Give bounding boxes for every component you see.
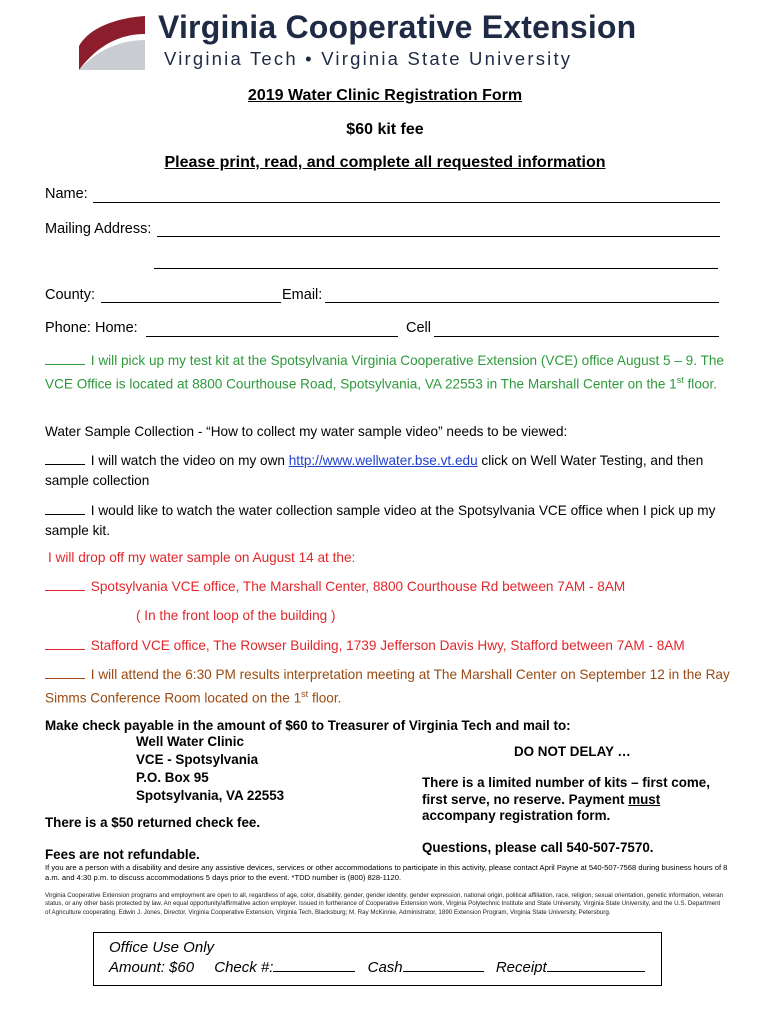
email-label: Email:	[282, 287, 323, 303]
office-check-label: Check #:	[214, 959, 274, 976]
home-phone-label: Phone: Home:	[45, 320, 138, 336]
video-office-checkbox[interactable]	[45, 502, 85, 515]
cell-phone-field[interactable]	[434, 336, 719, 337]
video-own-text: I will watch the video on my own	[90, 453, 289, 468]
vce-logo-icon	[79, 16, 145, 70]
county-label: County:	[45, 287, 95, 303]
wellwater-link[interactable]: http://www.wellwater.bse.vt.edu	[288, 453, 478, 468]
address-line: Well Water Clinic	[136, 734, 244, 749]
dropoff-stafford-text: Stafford VCE office, The Rowser Building, 1739 Jefferson Davis Hwy, Stafford between 7AM - 8AM	[90, 638, 685, 653]
form-instruction: Please print, read, and complete all requested information	[164, 154, 606, 171]
payment-heading: Make check payable in the amount of $60 to Treasurer of Virginia Tech and mail to:	[45, 718, 571, 733]
mailing-address-field-line2[interactable]	[154, 268, 718, 269]
meeting-checkbox[interactable]	[45, 666, 85, 679]
office-cash-label: Cash	[367, 959, 403, 976]
pickup-checkbox[interactable]	[45, 352, 85, 365]
name-field[interactable]	[93, 202, 720, 203]
returned-check-fee: There is a $50 returned check fee.	[45, 815, 261, 830]
do-not-delay: DO NOT DELAY …	[514, 744, 631, 759]
org-name: Virginia Cooperative Extension	[158, 9, 637, 45]
address-line: P.O. Box 95	[136, 770, 209, 785]
dropoff-spotsylvania-note: ( In the front loop of the building )	[136, 608, 336, 623]
org-subtitle: Virginia Tech • Virginia State University	[164, 48, 573, 69]
address-line: VCE - Spotsylvania	[136, 752, 259, 767]
meeting-end: floor.	[308, 690, 342, 706]
video-heading: Water Sample Collection - “How to collect my water sample video” needs to be viewed:	[45, 424, 568, 439]
office-receipt-label: Receipt	[495, 959, 547, 976]
mailing-address-field[interactable]	[157, 236, 720, 237]
email-field[interactable]	[325, 302, 719, 303]
name-label: Name:	[45, 186, 88, 202]
pickup-end: floor.	[683, 376, 717, 392]
pickup-text: I will pick up my test kit at the Spotsylvania Virginia Cooperative Extension (VCE) office August 5 – 9. The VCE Office is located at 8800 Courthouse Road, Spotsylvania, VA 22553 in The Marshall Center on the 1	[45, 353, 724, 392]
dropoff-heading: I will drop off my water sample on August 14 at the:	[48, 550, 356, 565]
limited-kits-note	[422, 775, 730, 825]
dropoff-stafford-checkbox[interactable]	[45, 637, 85, 650]
limited-kits-must: must	[628, 791, 661, 807]
mailing-address-block	[136, 733, 284, 805]
video-own-checkbox[interactable]	[45, 452, 85, 465]
questions-contact: Questions, please call 540-507-7570.	[422, 840, 654, 855]
pickup-sup: st	[676, 374, 684, 385]
office-receipt-field[interactable]	[547, 957, 645, 972]
office-amount: Amount: $60	[109, 959, 195, 976]
video-office-option	[45, 501, 730, 540]
video-office-text: I would like to watch the water collection sample video at the Spotsylvania VCE office when I pick up my sample kit.	[45, 503, 716, 538]
office-use-title: Office Use Only	[109, 939, 215, 956]
non-refundable-note: Fees are not refundable.	[45, 847, 200, 862]
address-line: Spotsylvania, VA 22553	[136, 788, 285, 803]
meeting-text: I will attend the 6:30 PM results interpretation meeting at The Marshall Center on September 12 in the Ray Simms Conference Room located on the 1	[45, 667, 730, 706]
dropoff-spotsylvania-checkbox[interactable]	[45, 578, 85, 591]
mailing-address-label: Mailing Address:	[45, 221, 152, 237]
video-own-option	[45, 451, 730, 490]
home-phone-field[interactable]	[146, 336, 398, 337]
county-field[interactable]	[101, 302, 281, 303]
meeting-option	[45, 665, 730, 708]
dropoff-spotsylvania-text: Spotsylvania VCE office, The Marshall Center, 8800 Courthouse Rd between 7AM - 8AM	[90, 579, 626, 594]
dropoff-stafford-option	[45, 636, 730, 656]
kit-fee: $60 kit fee	[346, 121, 424, 138]
dropoff-spotsylvania-option	[45, 577, 730, 597]
limited-kits-text: There is a limited number of kits – first come, first serve, no reserve. Payment	[422, 775, 710, 807]
office-use-row	[109, 957, 645, 977]
office-use-box	[93, 932, 662, 986]
pickup-option	[45, 351, 730, 394]
equal-opportunity-statement: Virginia Cooperative Extension programs and employment are open to all, regardless of age, color, disability, gender, gender identity, gender expression, national origin, political affiliation, race, religion, sexual orientation, genetic information, veteran status, or any other basis protected by law. An equal opportunity/affirmative action employer. Issued in furtherance of Cooperative Extension work, Virginia Polytechnic Institute and State University, Virginia State University, and the U.S. Department of Agriculture cooperating. Edwin J. Jones, Director, Virginia Cooperative Extension, Virginia Tech, Blacksburg; M. Ray McKinnie, Administrator, 1890 Extension Program, Virginia State University, Petersburg.	[45, 892, 724, 916]
disability-notice: If you are a person with a disability and desire any assistive devices, services or other accommodations to participate in this activity, please contact April Payne at 540-507-7568 during business hours of 8 a.m. and 4:30 p.m. to discuss accommodations 5 days prior to the event. *TDD number is (800) 828-1120.	[45, 863, 728, 882]
office-cash-field[interactable]	[403, 957, 484, 972]
limited-kits-text-end: accompany registration form.	[422, 808, 611, 823]
meeting-sup: st	[301, 688, 309, 699]
video-own-text-end: click on Well Water Testing, and then sample collection	[45, 453, 704, 488]
form-title: 2019 Water Clinic Registration Form	[247, 87, 523, 104]
cell-label: Cell	[406, 320, 431, 336]
office-check-field[interactable]	[273, 957, 355, 972]
